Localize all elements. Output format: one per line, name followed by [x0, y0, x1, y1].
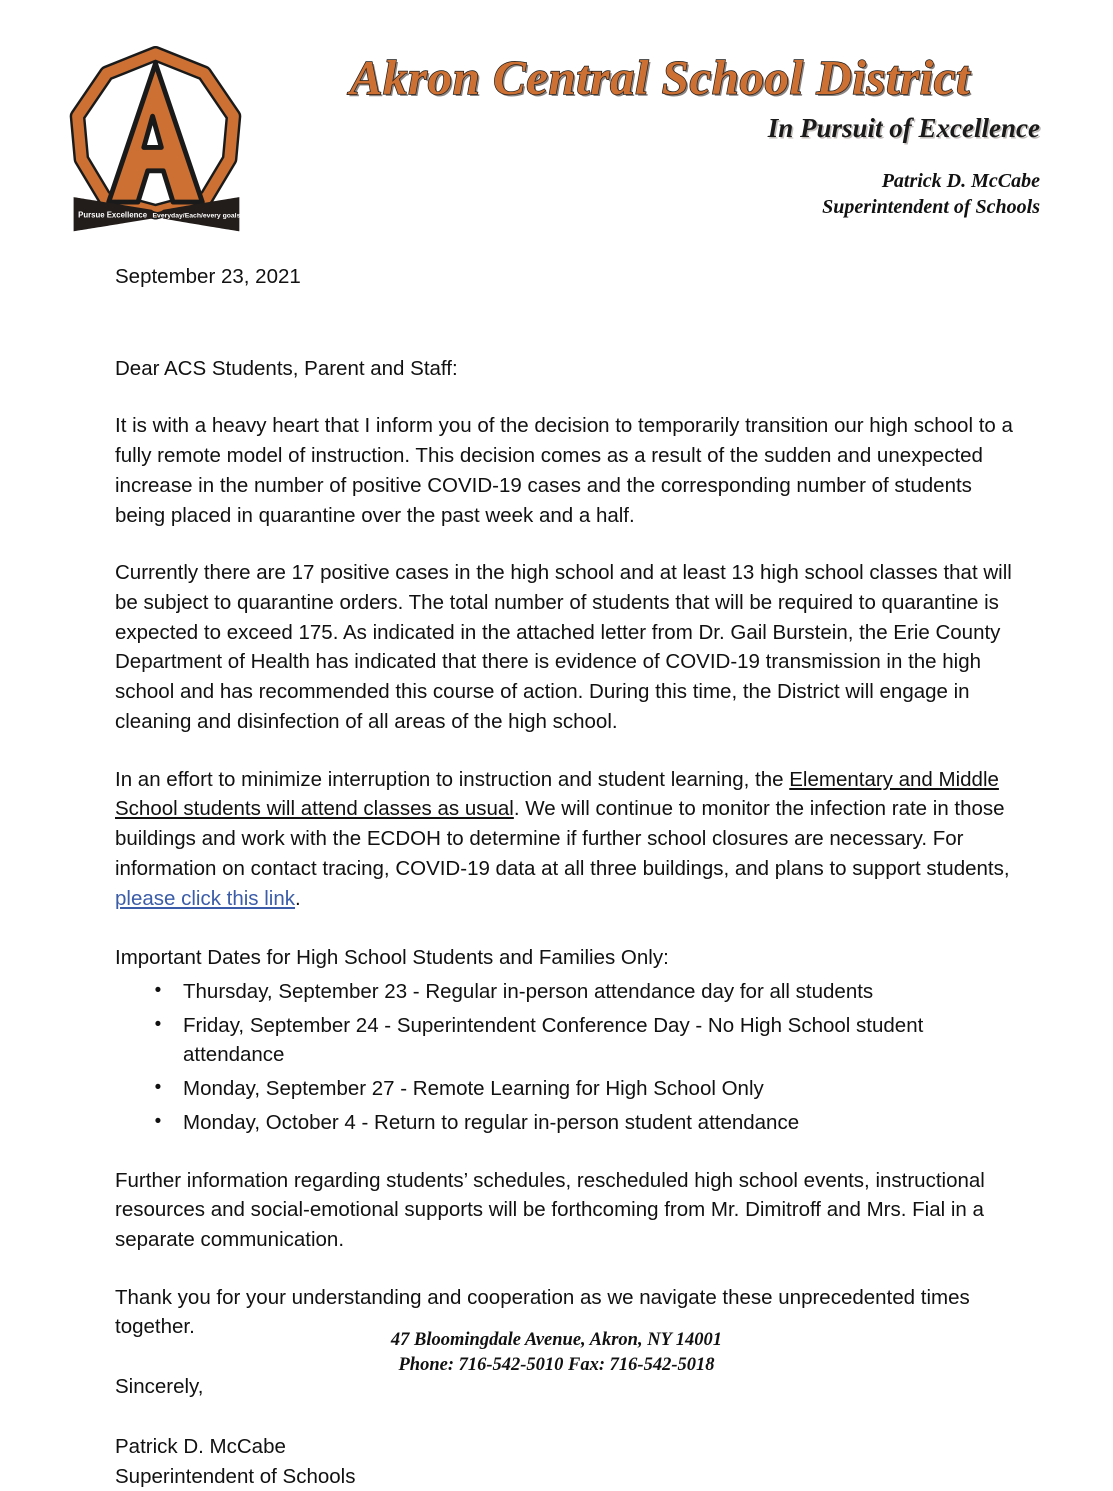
- page-footer: [0, 1328, 1113, 1378]
- logo-banner-right: Everyday/Each/every goals: [152, 212, 241, 220]
- important-dates-heading: Important Dates for High School Students and Families Only:: [115, 946, 669, 970]
- paragraph-3-text-after: . We will continue to monitor the infection rate in those buildings and work with the ECDOH to determine if further school closures are necessary. For information on contact tracing, COVID-19 data at all three buildings, and plans to support students,: [115, 797, 1010, 880]
- letter-closing: Sincerely,: [115, 1375, 204, 1399]
- list-item: [115, 1011, 1015, 1070]
- letter-date: September 23, 2021: [115, 265, 301, 288]
- paragraph-3-text-before: In an effort to minimize interruption to instruction and student learning, the: [115, 767, 790, 791]
- district-title: Akron Central School District: [349, 50, 971, 105]
- paragraph-3-underlined-emphasis: Elementary and Middle School students will attend classes as usual: [115, 767, 999, 821]
- list-item: [115, 1074, 1015, 1104]
- paragraph-3: [115, 765, 1015, 914]
- paragraph-5: Thank you for your understanding and cooperation as we navigate these unprecedented times together.: [115, 1285, 970, 1339]
- letter-body: [115, 262, 1015, 1491]
- superintendent-block: [500, 168, 1040, 221]
- superintendent-name: Patrick D. McCabe: [881, 170, 1040, 192]
- list-item-label: Friday, September 24 - Superintendent Conference Day - No High School student attendance: [183, 1013, 924, 1067]
- bullet-icon: •: [154, 979, 162, 1001]
- district-tagline: In Pursuit of Excellence: [767, 113, 1040, 144]
- list-item-label: Monday, September 27 - Remote Learning for High School Only: [183, 1077, 764, 1101]
- signature-title: Superintendent of Schools: [115, 1464, 356, 1488]
- footer-address: 47 Bloomingdale Avenue, Akron, NY 14001: [390, 1330, 723, 1350]
- list-item: [115, 1108, 1015, 1138]
- paragraph-4: Further information regarding students’ schedules, rescheduled high school events, instructional resources and social-emotional supports will be forthcoming from Mr. Dimitroff and Mrs. Fial in a separate communication.: [115, 1168, 985, 1251]
- letterhead-titles: [280, 52, 1040, 145]
- district-logo: [58, 46, 253, 241]
- letterhead: [0, 0, 1113, 250]
- superintendent-title: Superintendent of Schools: [822, 196, 1040, 219]
- bullet-icon: •: [154, 1013, 162, 1035]
- list-item: [115, 977, 1015, 1007]
- bullet-icon: •: [154, 1110, 162, 1132]
- footer-contact: Phone: 716-542-5010 Fax: 716-542-5018: [398, 1354, 715, 1375]
- list-item-label: Monday, October 4 - Return to regular in-person student attendance: [183, 1110, 800, 1134]
- bullet-icon: •: [154, 1077, 162, 1099]
- important-dates-list: [115, 977, 1015, 1138]
- covid-info-link[interactable]: please click this link: [115, 886, 296, 910]
- logo-banner-left: Pursue Excellence: [78, 210, 148, 220]
- paragraph-3-text-end: .: [295, 886, 301, 910]
- letter-salutation: Dear ACS Students, Parent and Staff:: [115, 356, 458, 380]
- signature-name: Patrick D. McCabe: [115, 1434, 286, 1458]
- paragraph-1: It is with a heavy heart that I inform you of the decision to temporarily transition our high school to a fully remote model of instruction. This decision comes as a result of the sudden and unexpected increase in the number of positive COVID-19 cases and the corresponding number of students being placed in quarantine over the past week and a half.: [115, 414, 1013, 527]
- logo-a-icon: [58, 46, 253, 241]
- paragraph-2: Currently there are 17 positive cases in the high school and at least 13 high school classes that will be subject to quarantine orders. The total number of students that will be required to quarantine is expected to exceed 175. As indicated in the attached letter from Dr. Gail Burstein, the Erie County Department of Health has indicated that there is evidence of COVID-19 transmission in the high school and has recommended this course of action. During this time, the District will engage in cleaning and disinfection of all areas of the high school.: [115, 561, 1012, 733]
- list-item-label: Thursday, September 23 - Regular in-person attendance day for all students: [183, 979, 874, 1003]
